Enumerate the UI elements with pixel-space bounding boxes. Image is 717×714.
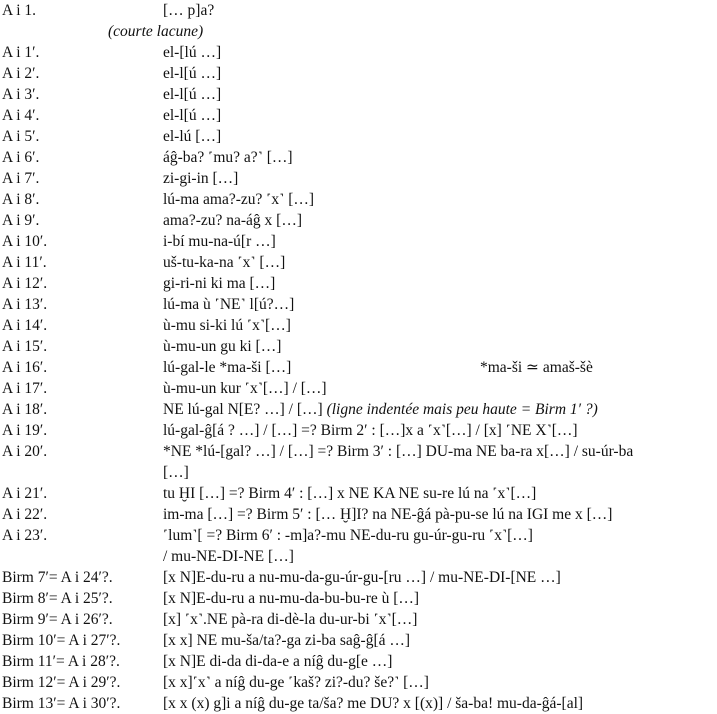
line-label: A i 3′. — [2, 86, 40, 103]
line-label: A i 16′. — [2, 359, 48, 376]
line-transliteration: áĝ-ba? ˹mu? a?˺ […] — [163, 149, 293, 166]
line-label: Birm 13′= A i 30′?. — [2, 695, 121, 712]
line-text — [163, 336, 281, 357]
text-line — [0, 42, 717, 63]
line-label: A i 5′. — [2, 128, 40, 145]
text-line — [0, 126, 717, 147]
line-label: A i 21′. — [2, 485, 48, 502]
line-text — [163, 399, 598, 420]
line-label: A i 12′. — [2, 275, 48, 292]
text-line — [0, 357, 717, 378]
line-transliteration: lú-gal-le *ma-ši […] — [163, 359, 292, 376]
line-transliteration: NE lú-gal N[E? …] / […] — [163, 401, 323, 418]
text-line — [0, 231, 717, 252]
line-text — [163, 357, 291, 378]
line-label: A i 8′. — [2, 191, 40, 208]
text-line — [0, 168, 717, 189]
line-label: A i 20′. — [2, 443, 48, 460]
line-text — [163, 126, 221, 147]
text-line — [0, 189, 717, 210]
line-transliteration: [x x (x) g]i a níĝ du-ge ta/ša? me DU? x [(x)] / ša-ba! mu-da-ĝá-[al] — [163, 695, 584, 712]
line-text — [163, 420, 578, 441]
text-line — [0, 336, 717, 357]
text-line — [0, 399, 717, 420]
line-label: Birm 12′= A i 29′?. — [2, 674, 121, 691]
text-line — [0, 525, 717, 546]
line-transliteration: [x x] NE mu-ša/ta?-ga zi-ba saĝ-ĝ[á …] — [163, 632, 411, 649]
line-text — [163, 63, 221, 84]
line-label: A i 9′. — [2, 212, 40, 229]
line-text — [163, 273, 275, 294]
text-line — [0, 651, 717, 672]
line-text — [163, 252, 285, 273]
line-label: A i 18′. — [2, 401, 48, 418]
text-line — [0, 294, 717, 315]
text-line — [0, 609, 717, 630]
line-text — [163, 441, 633, 462]
line-text — [163, 84, 221, 105]
text-line — [0, 378, 717, 399]
line-text — [163, 147, 293, 168]
line-label: A i 1′. — [2, 44, 40, 61]
line-label: A i 10′. — [2, 233, 48, 250]
line-text — [163, 672, 429, 693]
line-transliteration: ù-mu si-ki lú ˹x˺[…] — [163, 317, 291, 334]
line-text — [163, 651, 392, 672]
text-line — [0, 630, 717, 651]
line-transliteration: el-l[ú …] — [163, 65, 222, 82]
line-label: A i 2′. — [2, 65, 40, 82]
text-line — [0, 147, 717, 168]
line-label: A i 14′. — [2, 317, 48, 334]
line-transliteration: uš-tu-ka-na ˹x˺ […] — [163, 254, 286, 271]
line-label: A i 4′. — [2, 107, 40, 124]
line-transliteration: el-[lú …] — [163, 44, 222, 61]
text-line — [0, 483, 717, 504]
line-transliteration: lú-ma ù ˹NE˺ l[ú?…] — [163, 296, 295, 313]
text-line — [0, 462, 717, 483]
line-label: A i 6′. — [2, 149, 40, 166]
line-transliteration: ù-mu-un kur ˹x˺[…] / […] — [163, 380, 327, 397]
line-transliteration: ama?-zu? na-áĝ x […] — [163, 212, 302, 229]
side-note: *ma-ši ≃ amaš-šè — [480, 359, 593, 376]
line-text — [163, 609, 417, 630]
line-transliteration: el-lú […] — [163, 128, 222, 145]
line-text — [163, 630, 410, 651]
line-label: A i 13′. — [2, 296, 48, 313]
line-transliteration: […] — [163, 464, 189, 481]
line-transliteration: [x] ˹x˺.NE pà-ra di-dè-la du-ur-bi ˹x˺[…] — [163, 611, 418, 628]
line-comment: (ligne indentée mais peu haute = Birm 1′ ?) — [326, 401, 598, 418]
text-line — [0, 63, 717, 84]
text-line — [0, 546, 717, 567]
text-line — [0, 693, 717, 714]
line-transliteration: [x x]˹x˺ a níĝ du-ge ˹kaš? zi?-du? še?˺ […] — [163, 674, 429, 691]
line-transliteration: lú-ma ama?-zu? ˹x˺ […] — [163, 191, 315, 208]
line-transliteration: [x N]E-du-ru a nu-mu-da-bu-bu-re ù […] — [163, 590, 420, 607]
line-transliteration: im-ma […] =? Birm 5′ : [… Ḫ]I? na NE-ĝá pà-pu-se lú na IGI me x […] — [163, 506, 613, 523]
line-label: A i 17′. — [2, 380, 48, 397]
line-text — [163, 168, 238, 189]
line-transliteration: zi-gi-in […] — [163, 170, 239, 187]
line-label: Birm 7′= A i 24′?. — [2, 569, 113, 586]
line-label: A i 11′. — [2, 254, 47, 271]
lacuna-note: (courte lacune) — [108, 23, 204, 40]
text-line — [0, 504, 717, 525]
line-text — [163, 588, 419, 609]
line-label: A i 15′. — [2, 338, 48, 355]
line-label: Birm 10′= A i 27′?. — [2, 632, 121, 649]
line-transliteration: [… p]a? — [163, 2, 215, 19]
line-text — [163, 210, 302, 231]
line-transliteration: el-l[ú …] — [163, 86, 222, 103]
text-line — [0, 567, 717, 588]
line-text — [163, 0, 214, 21]
text-line — [0, 672, 717, 693]
text-line — [0, 420, 717, 441]
line-label: Birm 11′= A i 28′?. — [2, 653, 120, 670]
text-line — [0, 273, 717, 294]
line-text — [163, 693, 583, 714]
line-transliteration: [x N]E-du-ru a nu-mu-da-gu-úr-gu-[ru …] / mu-NE-DI-[NE …] — [163, 569, 561, 586]
line-label: A i 23′. — [2, 527, 48, 544]
line-text — [163, 567, 561, 588]
text-line — [0, 441, 717, 462]
line-label: Birm 9′= A i 26′?. — [2, 611, 113, 628]
line-text — [163, 546, 294, 567]
line-label: Birm 8′= A i 25′?. — [2, 590, 113, 607]
line-text — [163, 189, 314, 210]
line-text — [163, 105, 221, 126]
line-text — [163, 504, 612, 525]
line-transliteration: *NE *lú-[gal? …] / […] =? Birm 3′ : […] DU-ma NE ba-ra x[…] / su-úr-ba — [163, 443, 634, 460]
text-line — [0, 210, 717, 231]
line-label: A i 7′. — [2, 170, 40, 187]
line-text — [163, 294, 294, 315]
line-label: A i 19′. — [2, 422, 48, 439]
text-line — [0, 315, 717, 336]
line-transliteration: / mu-NE-DI-NE […] — [163, 548, 294, 565]
line-transliteration: tu ḪI […] =? Birm 4′ : […] x NE KA NE su-re lú na ˹x˺[…] — [163, 485, 537, 502]
text-line — [0, 0, 717, 21]
line-text — [163, 231, 276, 252]
line-transliteration: ˹lum˺[ =? Birm 6′ : -m]a?-mu NE-du-ru gu-úr-gu-ru ˹x˺[…] — [163, 527, 533, 544]
text-line — [0, 84, 717, 105]
text-line — [0, 21, 717, 42]
line-label: A i 22′. — [2, 506, 48, 523]
line-text — [163, 462, 189, 483]
line-transliteration: [x N]E di-da di-da-e a níĝ du-g[e …] — [163, 653, 393, 670]
text-line — [0, 588, 717, 609]
line-text — [163, 483, 536, 504]
line-label: A i 1. — [2, 2, 37, 19]
line-text — [163, 42, 221, 63]
text-line — [0, 252, 717, 273]
line-text — [163, 378, 327, 399]
text-line — [0, 105, 717, 126]
line-transliteration: gi-ri-ni ki ma […] — [163, 275, 276, 292]
line-text — [163, 525, 533, 546]
line-text — [163, 315, 291, 336]
line-transliteration: el-l[ú …] — [163, 107, 222, 124]
line-transliteration: lú-gal-ĝ[á ? …] / […] =? Birm 2′ : […]x a ˹x˺[…] / [x] ˹NE X˺[…] — [163, 422, 578, 439]
line-transliteration: i-bí mu-na-ú[r …] — [163, 233, 276, 250]
line-transliteration: ù-mu-un gu ki […] — [163, 338, 282, 355]
